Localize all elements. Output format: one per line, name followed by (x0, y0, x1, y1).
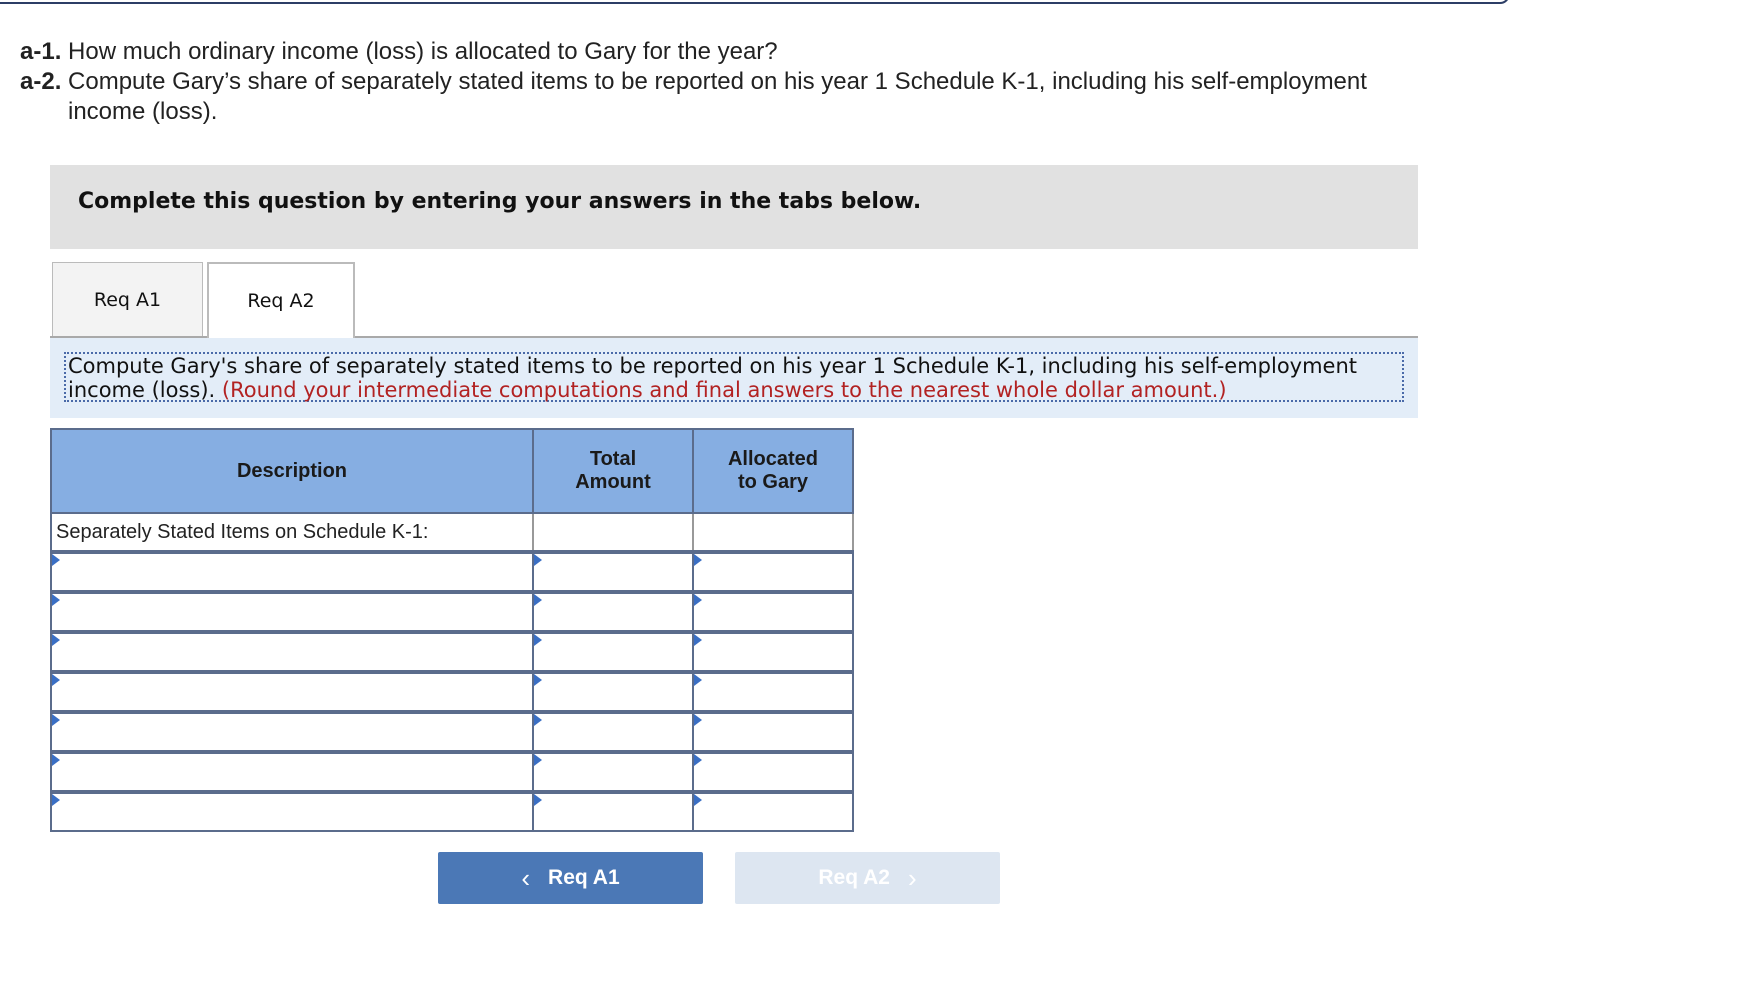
rounding-note: (Round your intermediate computations and final answers to the nearest whole dollar amount.) (221, 378, 1227, 402)
description-cell (51, 792, 533, 831)
table-row (51, 752, 853, 792)
allocated-cell (693, 592, 853, 632)
banner-text: Complete this question by entering your answers in the tabs below. (78, 189, 922, 214)
allocated-input[interactable] (694, 714, 852, 750)
allocated-input[interactable] (694, 754, 852, 790)
header-total-line1: Total (589, 448, 637, 470)
input-marker-icon (694, 634, 702, 646)
total-amount-input[interactable] (534, 794, 692, 830)
next-button-label: Req A2 (818, 866, 890, 889)
input-marker-icon (694, 554, 702, 566)
question-a2 (20, 68, 1367, 96)
question-a1-label: a-1. (20, 38, 62, 65)
total-amount-input[interactable] (534, 594, 692, 630)
table-row (51, 632, 853, 672)
section-label: Separately Stated Items on Schedule K-1: (51, 513, 533, 552)
question-a2-continued: income (loss). (68, 98, 218, 125)
input-marker-icon (52, 554, 60, 566)
description-cell (51, 752, 533, 792)
description-input[interactable] (52, 634, 532, 670)
description-input[interactable] (52, 794, 532, 830)
question-a2-text: Compute Gary’s share of separately stated items to be reported on his year 1 Schedule K-1, including his self-employment (61, 68, 1367, 95)
description-cell (51, 592, 533, 632)
header-allocated-to-gary (693, 429, 853, 513)
allocated-input[interactable] (694, 794, 852, 830)
tab-req-a1-label: Req A1 (93, 289, 162, 311)
section-label-total-cell (533, 513, 693, 552)
input-marker-icon (52, 794, 60, 806)
table-row (51, 552, 853, 592)
description-cell (51, 712, 533, 752)
tab-req-a2[interactable] (207, 262, 355, 338)
table-row (51, 792, 853, 831)
header-description: Description (51, 429, 533, 513)
total-amount-input[interactable] (534, 714, 692, 750)
input-marker-icon (534, 714, 542, 726)
header-allocated-line1: Allocated (727, 448, 819, 470)
description-input[interactable] (52, 754, 532, 790)
header-allocated-line2: to Gary (737, 471, 809, 493)
total-amount-input[interactable] (534, 634, 692, 670)
allocated-input[interactable] (694, 554, 852, 590)
input-marker-icon (52, 634, 60, 646)
prev-button-label: Req A1 (548, 866, 620, 889)
input-marker-icon (694, 714, 702, 726)
description-input[interactable] (52, 554, 532, 590)
k1-table (50, 428, 854, 832)
total-cell (533, 672, 693, 712)
section-label-row (51, 513, 853, 552)
total-cell (533, 632, 693, 672)
instructions-banner (50, 165, 1418, 249)
total-cell (533, 592, 693, 632)
allocated-cell (693, 792, 853, 831)
input-marker-icon (694, 754, 702, 766)
input-marker-icon (534, 794, 542, 806)
allocated-cell (693, 672, 853, 712)
total-cell (533, 712, 693, 752)
prev-req-a1-button[interactable] (438, 852, 703, 904)
allocated-input[interactable] (694, 594, 852, 630)
question-a1 (20, 38, 778, 66)
input-marker-icon (52, 714, 60, 726)
table-row (51, 672, 853, 712)
question-a1-text: How much ordinary income (loss) is allocated to Gary for the year? (61, 38, 778, 65)
table-row (51, 712, 853, 752)
input-marker-icon (534, 674, 542, 686)
question-a2-label: a-2. (20, 68, 62, 95)
table-header-row (51, 429, 853, 513)
allocated-cell (693, 552, 853, 592)
allocated-cell (693, 752, 853, 792)
allocated-cell (693, 712, 853, 752)
description-cell (51, 632, 533, 672)
header-total-line2: Amount (575, 471, 651, 493)
allocated-cell (693, 632, 853, 672)
instruction-panel (50, 338, 1418, 418)
description-input[interactable] (52, 594, 532, 630)
header-total-amount (533, 429, 693, 513)
next-req-a2-button[interactable] (735, 852, 1000, 904)
input-marker-icon (694, 594, 702, 606)
input-marker-icon (534, 594, 542, 606)
input-marker-icon (52, 754, 60, 766)
total-amount-input[interactable] (534, 754, 692, 790)
table-row (51, 592, 853, 632)
instruction-text-box (64, 352, 1404, 402)
total-cell (533, 552, 693, 592)
section-label-allocated-cell (693, 513, 853, 552)
tab-req-a1[interactable] (52, 262, 203, 337)
input-marker-icon (694, 794, 702, 806)
input-marker-icon (52, 674, 60, 686)
input-marker-icon (534, 754, 542, 766)
input-marker-icon (694, 674, 702, 686)
input-marker-icon (534, 634, 542, 646)
input-marker-icon (534, 554, 542, 566)
total-amount-input[interactable] (534, 554, 692, 590)
total-cell (533, 752, 693, 792)
tab-req-a2-label: Req A2 (247, 290, 315, 312)
allocated-input[interactable] (694, 674, 852, 710)
description-cell (51, 552, 533, 592)
description-cell (51, 672, 533, 712)
description-input[interactable] (52, 674, 532, 710)
description-input[interactable] (52, 714, 532, 750)
top-frame (0, 0, 1510, 4)
total-amount-input[interactable] (534, 674, 692, 710)
allocated-input[interactable] (694, 634, 852, 670)
instruction-text: Compute Gary's share of separately stated items to be reported on his year 1 Schedule K-1, including his self-employment income (loss). (68, 354, 1358, 402)
chevron-left-icon: ‹ (521, 863, 531, 893)
total-cell (533, 792, 693, 831)
chevron-right-icon: › (907, 863, 917, 893)
input-marker-icon (52, 594, 60, 606)
